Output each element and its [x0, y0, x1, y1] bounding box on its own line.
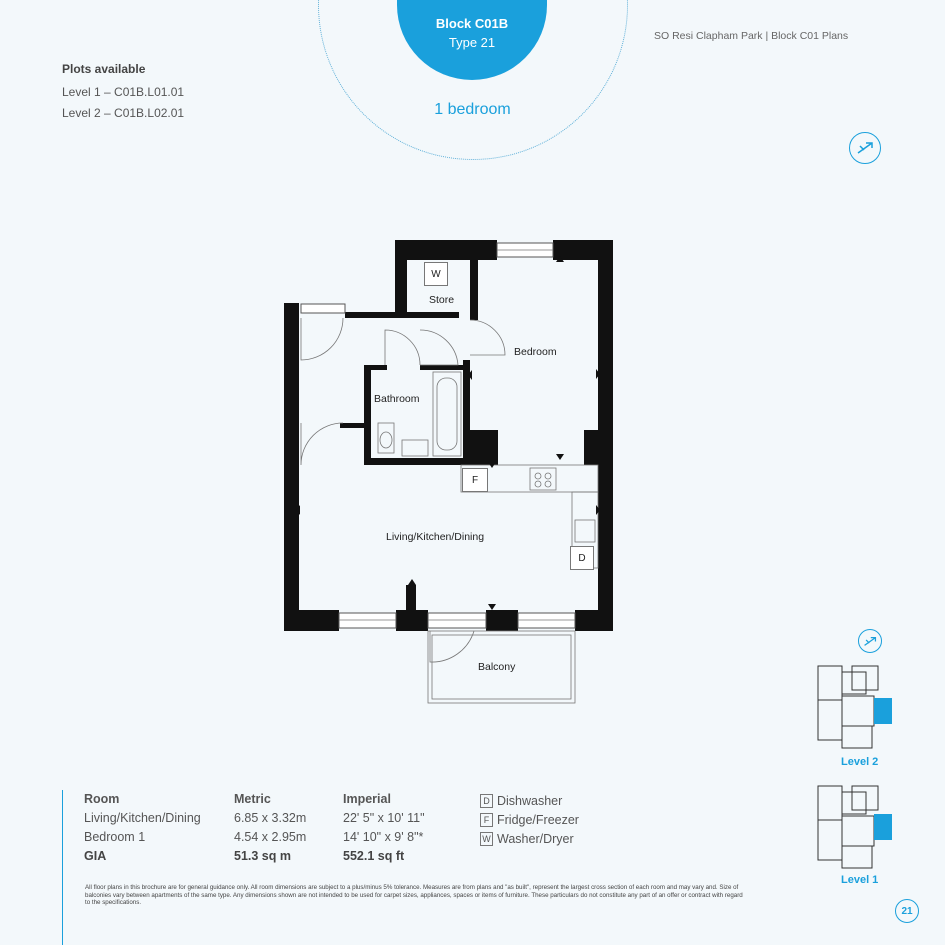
legend-item	[480, 813, 579, 827]
key-plan-label-level-2: Level 2	[841, 756, 879, 768]
type-name: Type 21	[448, 35, 496, 50]
room-label-store: Store	[429, 294, 455, 306]
legend-label: Dishwasher	[497, 794, 563, 808]
key-plan-label-level-1: Level 1	[841, 874, 879, 886]
room-label-bathroom: Bathroom	[374, 393, 420, 405]
disclaimer: All floor plans in this brochure are for general guidance only. All room dimensions are subject to a plus/minus 5% tolerance. Measures are from plans and "as built", represent the largest cross section of each room and may vary and. Size of balconies vary between apartments of the same type. Any dimensions shown are not intended to be used for carpet sizes, appliances, spaces or items of furniture. These particulars do not constitute any part of an offer or contract with regard to the specifications.	[85, 884, 743, 907]
gia-metric: 51.3 sq m	[234, 849, 291, 863]
bedroom-count: 1 bedroom	[434, 101, 511, 118]
table-cell-imperial: 22' 5" x 10' 11"	[343, 811, 425, 825]
room-label-living: Living/Kitchen/Dining	[386, 531, 485, 543]
dishwasher-box: D	[570, 546, 594, 570]
room-label-balcony: Balcony	[478, 661, 516, 673]
legend-key: D	[480, 794, 493, 808]
accent-line	[62, 790, 63, 945]
fridge-box: F	[462, 468, 488, 492]
plots-title: Plots available	[62, 62, 146, 76]
project-title: SO Resi Clapham Park | Block C01 Plans	[654, 30, 849, 42]
gia-label: GIA	[84, 849, 107, 863]
table-header-metric: Metric	[234, 792, 271, 806]
legend-key: W	[480, 832, 493, 846]
table-cell-room: Living/Kitchen/Dining	[84, 811, 201, 825]
key-plan-level-1	[812, 780, 897, 875]
key-plan-level-2	[812, 660, 897, 755]
block-name: Block C01B	[435, 16, 509, 31]
plot-line: Level 1 – C01B.L01.01	[62, 85, 185, 99]
table-cell-imperial: 14' 10" x 9' 8"*	[343, 830, 424, 844]
table-cell-room: Bedroom 1	[84, 830, 146, 844]
legend-item	[480, 832, 574, 846]
gia-imperial: 552.1 sq ft	[343, 849, 405, 863]
north-arrow-icon	[858, 629, 882, 653]
legend-label: Washer/Dryer	[497, 832, 574, 846]
table-header-imperial: Imperial	[343, 792, 391, 806]
page-number: 21	[895, 899, 919, 923]
legend-label: Fridge/Freezer	[497, 813, 579, 827]
room-label-bedroom: Bedroom	[514, 346, 557, 358]
washer-box: W	[424, 262, 448, 286]
legend-item	[480, 794, 562, 808]
table-cell-metric: 6.85 x 3.32m	[234, 811, 307, 825]
legend-key: F	[480, 813, 493, 827]
plot-line: Level 2 – C01B.L02.01	[62, 106, 185, 120]
table-cell-metric: 4.54 x 2.95m	[234, 830, 307, 844]
table-header-room: Room	[84, 792, 120, 806]
